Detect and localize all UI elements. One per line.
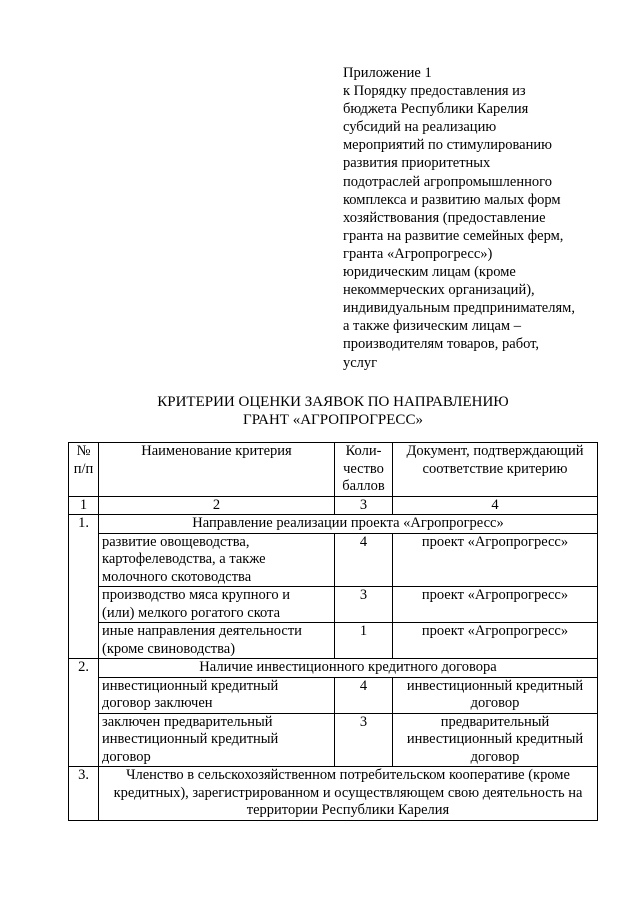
criterion-name: инвестиционный кредитный договор заключен	[99, 677, 335, 713]
document-title	[68, 393, 598, 429]
header-name: Наименование критерия	[99, 443, 335, 497]
criteria-table	[68, 442, 598, 821]
header-points: Коли- чество баллов	[335, 443, 393, 497]
criterion-name: производство мяса крупного и (или) мелкого рогатого скота	[99, 587, 335, 623]
appendix-line: Приложение 1	[343, 65, 432, 81]
col-number: 3	[335, 496, 393, 515]
criterion-points: 1	[335, 623, 393, 659]
table-row	[69, 677, 598, 713]
appendix-line: гранта на развитие семейных ферм,	[343, 227, 564, 244]
table-row	[69, 713, 598, 767]
table-row	[69, 533, 598, 587]
col-number: 1	[69, 496, 99, 515]
header-doc: Документ, подтверждающий соответствие критерию	[393, 443, 598, 497]
criterion-document: проект «Агропрогресс»	[393, 587, 598, 623]
table-row	[69, 587, 598, 623]
header-num: № п/п	[69, 443, 99, 497]
appendix-line: комплекса и развитию малых форм	[343, 191, 561, 208]
col-number: 2	[99, 496, 335, 515]
criterion-points: 4	[335, 677, 393, 713]
appendix-line: а также физическим лицам –	[343, 318, 521, 335]
criterion-document: инвестиционный кредитный договор	[393, 677, 598, 713]
criterion-points: 3	[335, 587, 393, 623]
section-row	[69, 767, 598, 821]
title-line-2: ГРАНТ «АГРОПРОГРЕСС»	[243, 412, 423, 428]
criterion-points: 3	[335, 713, 393, 767]
section-number: 3.	[69, 767, 99, 821]
appendix-line: бюджета Республики Карелия	[343, 101, 529, 118]
appendix-line: юридическим лицам (кроме	[343, 264, 516, 281]
appendix-line: мероприятий по стимулированию	[343, 137, 552, 154]
appendix-line: гранта «Агропрогресс»)	[343, 245, 493, 262]
criterion-points: 4	[335, 533, 393, 587]
col-number: 4	[393, 496, 598, 515]
appendix-line: некоммерческих организаций),	[343, 282, 535, 299]
section-number: 1.	[69, 515, 99, 659]
criterion-name: заключен предварительный инвестиционный кредитный договор	[99, 713, 335, 767]
section-number: 2.	[69, 659, 99, 767]
criterion-document: предварительный инвестиционный кредитный договор	[393, 713, 598, 767]
section-title: Направление реализации проекта «Агропрогресс»	[99, 515, 598, 534]
appendix-line: индивидуальным предпринимателям,	[343, 300, 575, 317]
criterion-document: проект «Агропрогресс»	[393, 623, 598, 659]
appendix-line: к Порядку предоставления из	[343, 83, 526, 100]
appendix-line: производителям товаров, работ,	[343, 336, 540, 353]
title-line-1: КРИТЕРИИ ОЦЕНКИ ЗАЯВОК ПО НАПРАВЛЕНИЮ	[157, 394, 509, 410]
criterion-document: проект «Агропрогресс»	[393, 533, 598, 587]
column-number-row	[69, 496, 598, 515]
appendix-line: услуг	[343, 354, 378, 371]
section-title: Наличие инвестиционного кредитного договора	[99, 659, 598, 678]
appendix-line: хозяйствования (предоставление	[343, 209, 546, 226]
criterion-name: развитие овощеводства, картофелеводства, а также молочного скотоводства	[99, 533, 335, 587]
section-title: Членство в сельскохозяйственном потребительском кооперативе (кроме кредитных), зарегистрированном и осуществляющем свою деятельность на территории Республики Карелия	[99, 767, 598, 821]
appendix-line: развития приоритетных	[343, 155, 491, 172]
section-row	[69, 659, 598, 678]
table-row	[69, 623, 598, 659]
criterion-name: иные направления деятельности (кроме свиноводства)	[99, 623, 335, 659]
appendix-header	[343, 64, 613, 372]
section-row	[69, 515, 598, 534]
appendix-line: подотраслей агропромышленного	[343, 173, 552, 190]
appendix-line: субсидий на реализацию	[343, 119, 497, 136]
header-row	[69, 443, 598, 497]
